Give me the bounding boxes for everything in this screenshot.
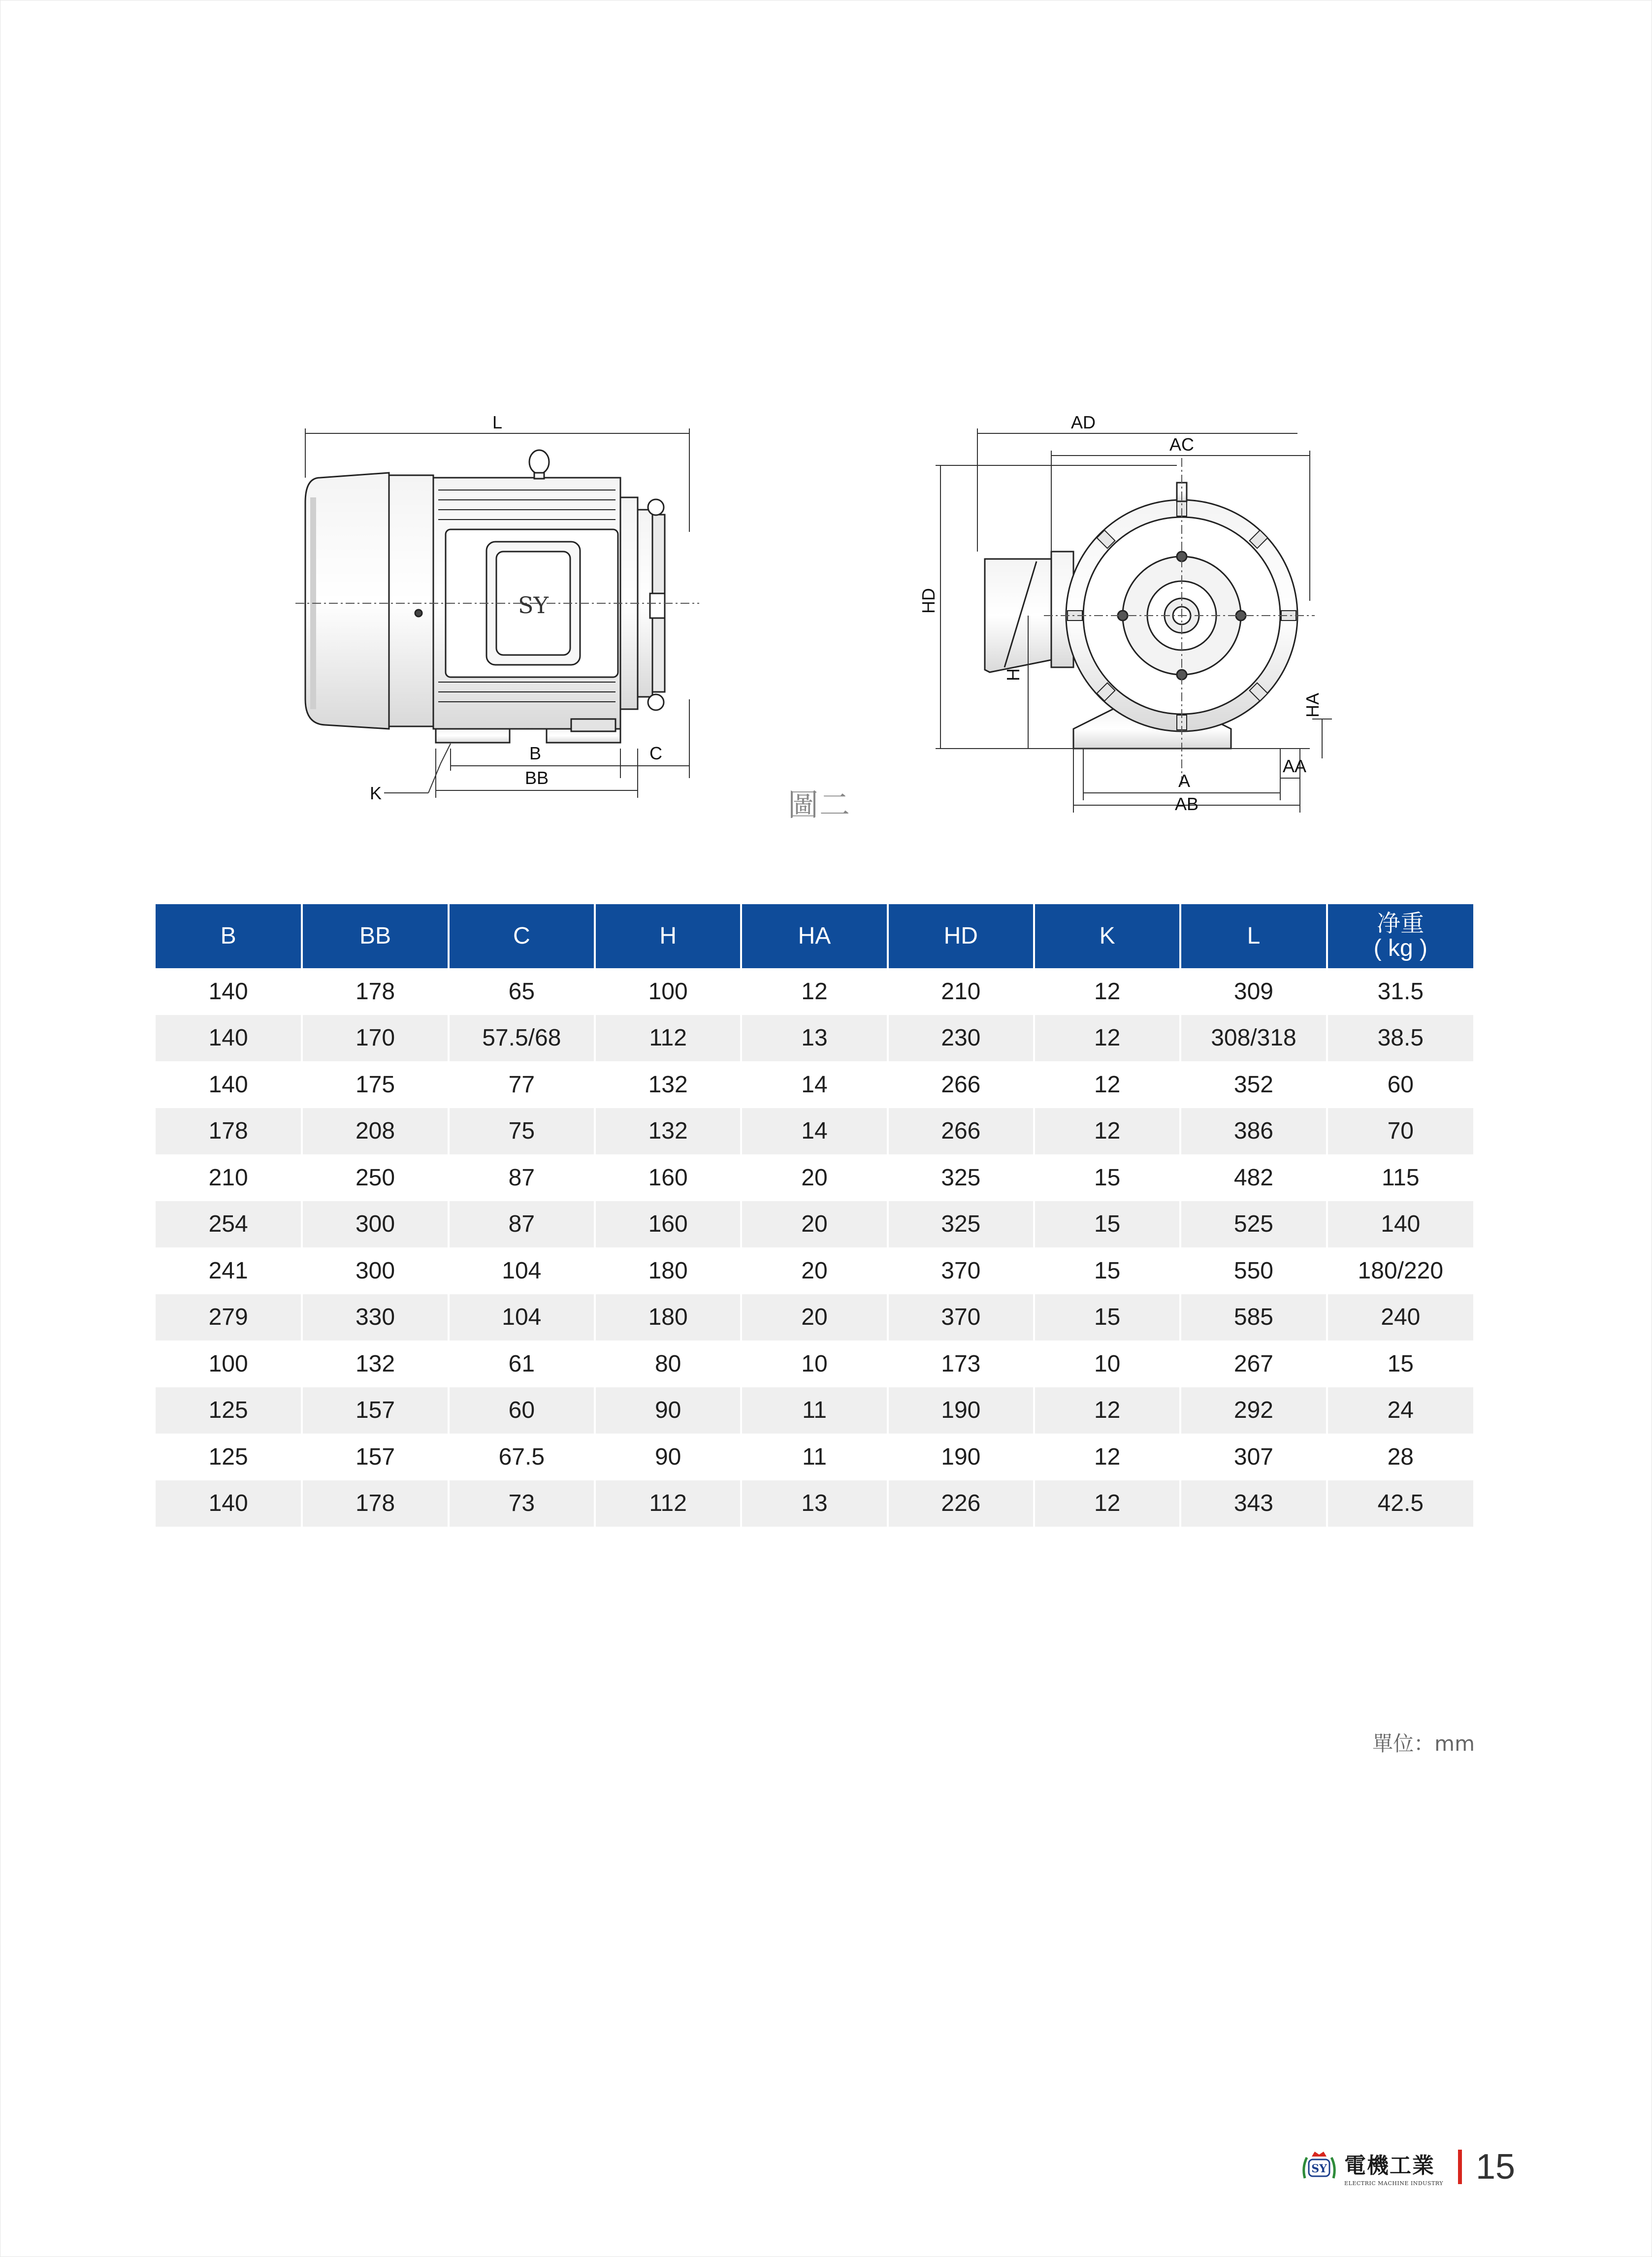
table-cell: 15 (1034, 1154, 1180, 1201)
col-header-BB: BB (302, 904, 448, 968)
table-cell: 160 (595, 1154, 741, 1201)
table-cell: 178 (302, 1480, 448, 1527)
table-cell: 240 (1327, 1294, 1473, 1341)
col-header-HD: HD (888, 904, 1034, 968)
table-cell: 352 (1180, 1061, 1327, 1108)
dim-H-label: H (1003, 668, 1023, 681)
unit-note: 單位：mm (1372, 1732, 1475, 1756)
table-cell: 11 (741, 1387, 887, 1434)
table-cell: 370 (888, 1247, 1034, 1294)
table-cell: 210 (208, 1164, 248, 1191)
table-cell: 90 (595, 1434, 741, 1480)
weight-header-unit: ( kg ) (1373, 935, 1427, 961)
table-cell: 178 (156, 1108, 302, 1155)
table-cell: 28 (1327, 1434, 1473, 1480)
table-cell: 250 (302, 1154, 448, 1201)
table-cell: 20 (741, 1294, 887, 1341)
table-cell: 370 (888, 1294, 1034, 1341)
table-cell: 132 (595, 1108, 741, 1155)
dim-HA-label: HA (1302, 692, 1323, 718)
col-header-B: B (156, 904, 302, 968)
table-row (156, 1434, 1473, 1480)
table-cell: 226 (888, 1480, 1034, 1527)
table-cell: 115 (1327, 1154, 1473, 1201)
dim-AB-label: AB (1174, 794, 1199, 814)
dim-A-label: A (1178, 771, 1191, 791)
table-cell: 13 (741, 1015, 887, 1062)
brand-name: 電機工業 (1344, 2153, 1435, 2178)
table-cell: 80 (595, 1341, 741, 1387)
table-cell: 75 (449, 1108, 595, 1155)
table-cell: 267 (1180, 1341, 1327, 1387)
table-row (156, 1341, 1473, 1387)
col-header-K: K (1034, 904, 1180, 968)
table-cell: 157 (302, 1434, 448, 1480)
table-cell: 104 (449, 1247, 595, 1294)
dimension-table (156, 904, 1473, 1527)
table-cell: 208 (302, 1108, 448, 1155)
table-cell: 525 (1180, 1201, 1327, 1248)
table-cell: 266 (888, 1108, 1034, 1155)
table-cell: 87 (449, 1154, 595, 1201)
table-cell: 12 (1034, 1061, 1180, 1108)
table-cell: 157 (302, 1387, 448, 1434)
table-cell: 70 (1327, 1108, 1473, 1155)
table-cell: 20 (741, 1154, 887, 1201)
table-cell: 125 (156, 1387, 302, 1434)
table-cell: 12 (741, 968, 887, 1015)
table-cell: 140 (208, 1071, 248, 1098)
table-cell: 112 (595, 1480, 741, 1527)
table-cell: 140 (156, 1480, 302, 1527)
table-cell: 180 (595, 1247, 741, 1294)
col-header-H: H (595, 904, 741, 968)
table-cell: 65 (449, 968, 595, 1015)
footer (1300, 2147, 1515, 2187)
table-cell: 300 (302, 1247, 448, 1294)
table-cell: 386 (1180, 1108, 1327, 1155)
table-row (156, 968, 1473, 1015)
dim-L-label: L (492, 412, 503, 432)
table-cell: 87 (449, 1201, 595, 1248)
table-cell: 15 (1034, 1247, 1180, 1294)
table-cell: 24 (1327, 1387, 1473, 1434)
table-cell: 585 (1180, 1294, 1327, 1341)
table-cell: 67.5 (449, 1434, 595, 1480)
table-cell: 12 (1034, 1387, 1180, 1434)
table-cell: 20 (741, 1201, 887, 1248)
table-cell: 61 (449, 1341, 595, 1387)
dim-AD-label: AD (1070, 412, 1096, 432)
table-row (156, 1108, 1473, 1155)
table-cell: 31.5 (1327, 968, 1473, 1015)
table-cell: 160 (595, 1201, 741, 1248)
table-cell: 38.5 (1327, 1015, 1473, 1062)
table-cell: 190 (888, 1434, 1034, 1480)
table-cell: 125 (208, 1443, 248, 1470)
table-header-row (156, 904, 1473, 968)
table-cell: 140 (208, 978, 248, 1005)
table-cell: 15 (1327, 1341, 1473, 1387)
table-cell: 100 (208, 1350, 248, 1377)
table-cell: 180/220 (1327, 1247, 1473, 1294)
table-cell: 10 (1034, 1341, 1180, 1387)
table-cell: 12 (1034, 1480, 1180, 1527)
dim-B-label: B (529, 743, 542, 763)
company-logo (1300, 2148, 1338, 2186)
table-cell: 266 (888, 1061, 1034, 1108)
table-cell: 230 (888, 1015, 1034, 1062)
table-cell: 57.5/68 (449, 1015, 595, 1062)
table-cell: 343 (1180, 1480, 1327, 1527)
table-cell: 15 (1034, 1294, 1180, 1341)
table-cell: 132 (302, 1341, 448, 1387)
dim-BB-label: BB (524, 768, 549, 788)
table-cell: 73 (449, 1480, 595, 1527)
table-cell: 309 (1180, 968, 1327, 1015)
table-cell: 42.5 (1327, 1480, 1473, 1527)
dim-AC-label: AC (1169, 434, 1195, 455)
col-header-weight (1327, 904, 1473, 968)
table-cell: 10 (741, 1341, 887, 1387)
table-cell: 12 (1034, 1015, 1180, 1062)
table-row (156, 1061, 1473, 1108)
table-cell: 11 (741, 1434, 887, 1480)
table-cell: 330 (302, 1294, 448, 1341)
dim-C-label: C (649, 743, 662, 763)
table-cell: 77 (449, 1061, 595, 1108)
table-cell: 100 (595, 968, 741, 1015)
table-cell: 292 (1180, 1387, 1327, 1434)
col-header-C: C (449, 904, 595, 968)
table-row (156, 1480, 1473, 1527)
brand-block (1344, 2148, 1443, 2187)
table-cell: 60 (1327, 1061, 1473, 1108)
col-header-L: L (1180, 904, 1327, 968)
table-cell: 178 (302, 968, 448, 1015)
table-cell: 325 (888, 1201, 1034, 1248)
table-cell: 170 (302, 1015, 448, 1062)
table-cell: 140 (1327, 1201, 1473, 1248)
table-cell: 90 (595, 1387, 741, 1434)
table-row (156, 1201, 1473, 1248)
table-cell: 254 (156, 1201, 302, 1248)
table-cell: 308/318 (1180, 1015, 1327, 1062)
table-cell: 190 (888, 1387, 1034, 1434)
table-cell: 14 (741, 1108, 887, 1155)
table-cell: 140 (156, 1015, 302, 1062)
table-body (156, 968, 1473, 1527)
table-cell: 241 (208, 1257, 248, 1284)
table-row (156, 1294, 1473, 1341)
table-cell: 175 (302, 1061, 448, 1108)
table-cell: 210 (888, 968, 1034, 1015)
table-cell: 307 (1180, 1434, 1327, 1480)
figure-caption: 圖二 (788, 787, 851, 823)
weight-header-title: 净重 (1377, 910, 1425, 937)
table-cell: 14 (741, 1061, 887, 1108)
table-cell: 132 (595, 1061, 741, 1108)
dim-AA-label: AA (1283, 756, 1307, 776)
brand-subtitle: ELECTRIC MACHINE INDUSTRY (1344, 2180, 1444, 2187)
table-cell: 550 (1180, 1247, 1327, 1294)
table-cell: 12 (1034, 968, 1180, 1015)
table-cell: 112 (595, 1015, 741, 1062)
table-row (156, 1247, 1473, 1294)
table-cell: 180 (595, 1294, 741, 1341)
table-cell: 279 (156, 1294, 302, 1341)
col-header-HA: HA (741, 904, 887, 968)
table-cell: 12 (1034, 1434, 1180, 1480)
dim-HD-label: HD (918, 588, 939, 614)
table-cell: 15 (1034, 1201, 1180, 1248)
table-cell: 60 (449, 1387, 595, 1434)
table-cell: 300 (302, 1201, 448, 1248)
table-row (156, 1015, 1473, 1062)
table-cell: 325 (888, 1154, 1034, 1201)
table-row (156, 1387, 1473, 1434)
table-cell: 482 (1180, 1154, 1327, 1201)
table-cell: 12 (1034, 1108, 1180, 1155)
dim-K-label: K (369, 783, 382, 803)
footer-separator (1458, 2150, 1462, 2184)
table-cell: 173 (888, 1341, 1034, 1387)
motor-side-view (305, 450, 665, 743)
page-number: 15 (1476, 2147, 1516, 2187)
table-cell: 20 (741, 1247, 887, 1294)
table-row (156, 1154, 1473, 1201)
table-cell: 104 (449, 1294, 595, 1341)
table-cell: 13 (741, 1480, 887, 1527)
svg-text:SY: SY (1311, 2162, 1327, 2175)
side-view-logo-text: SY (518, 592, 549, 619)
